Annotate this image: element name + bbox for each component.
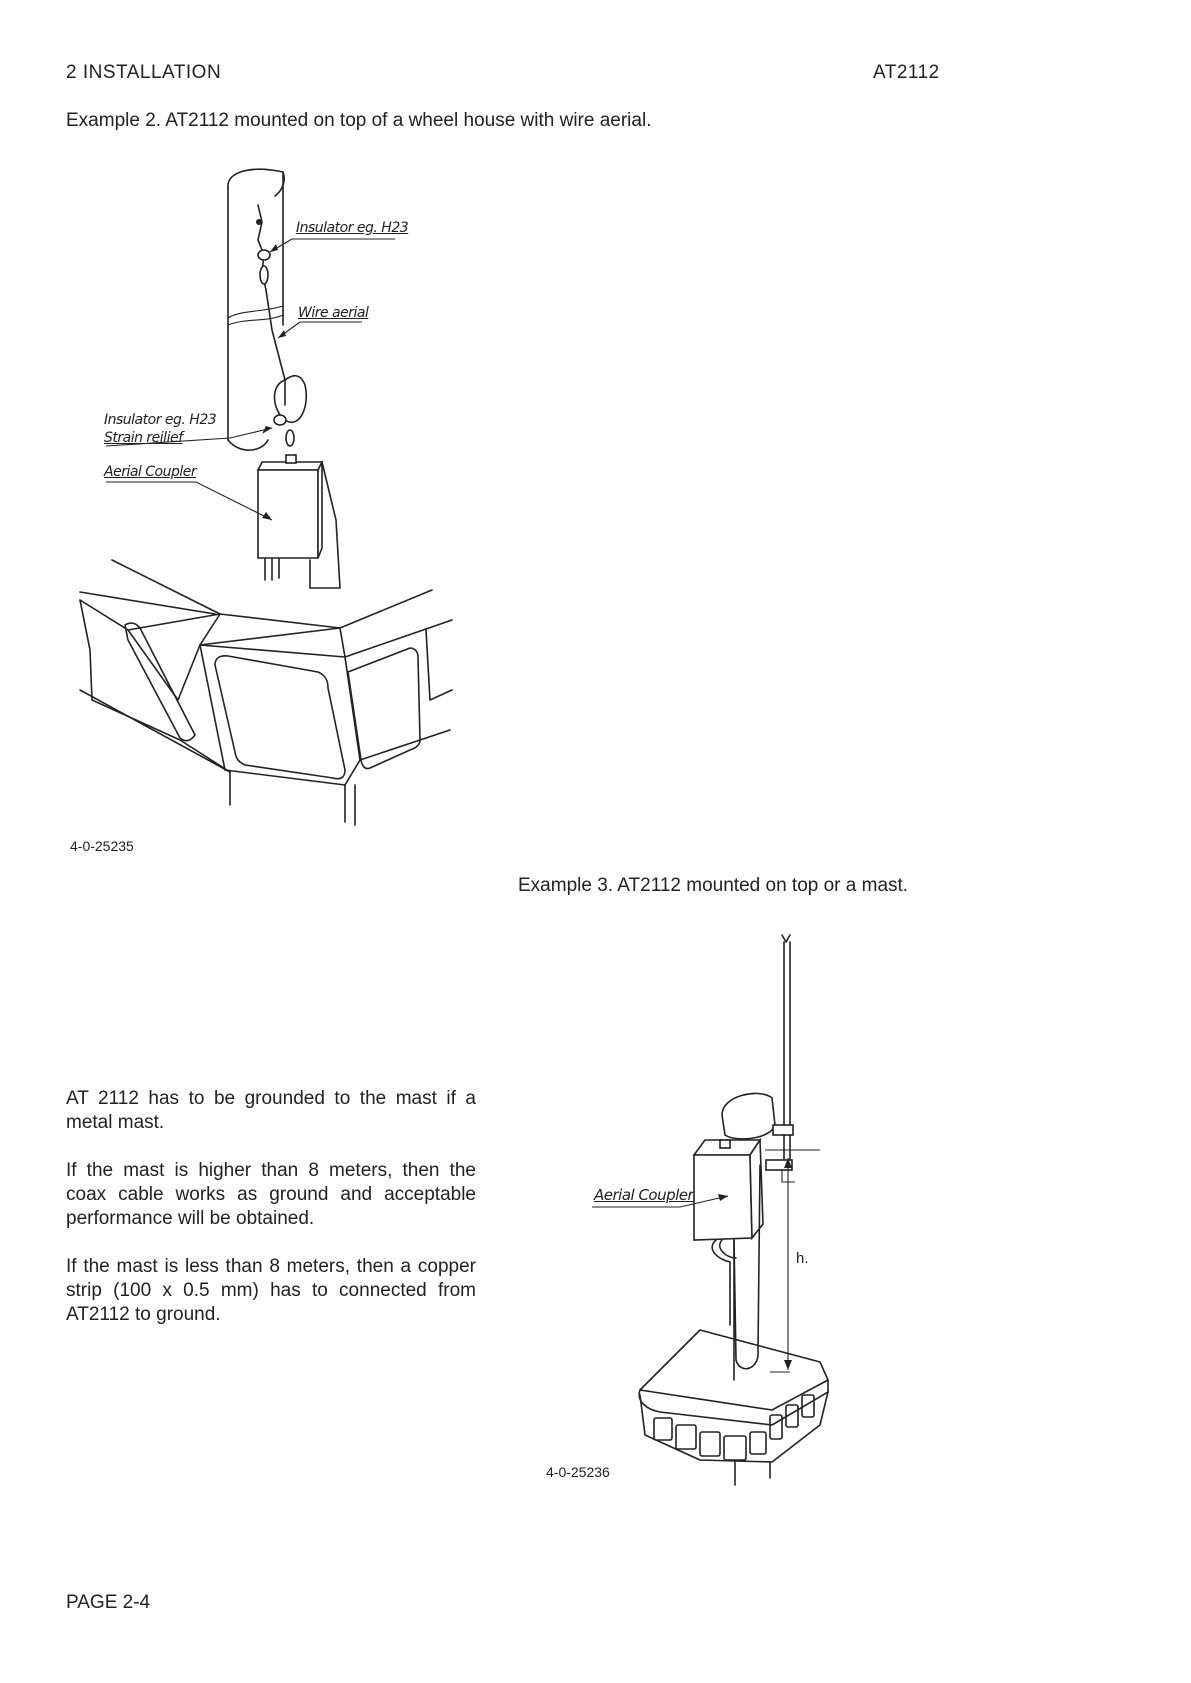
note-mast-lower: If the mast is less than 8 meters, then a copper strip (100 x 0.5 mm) has to connected from AT2112 to ground.	[66, 1256, 476, 1325]
page-number: PAGE 2-4	[66, 1592, 151, 1613]
note-mast-higher: If the mast is higher than 8 meters, then the coax cable works as ground and acceptable performance will be obtained.	[66, 1160, 476, 1229]
figure-id-1: 4-0-25235	[70, 838, 134, 854]
label-aerial-coupler-mast: Aerial Coupler	[594, 1186, 694, 1204]
label-wire-aerial: Wire aerial	[298, 305, 369, 321]
label-insulator-bottom: Insulator eg. H23	[104, 412, 217, 428]
example2-caption: Example 2. AT2112 mounted on top of a wheel house with wire aerial.	[66, 110, 652, 131]
note-grounding: AT 2112 has to be grounded to the mast if a metal mast.	[66, 1088, 476, 1133]
figure-id-2: 4-0-25236	[546, 1464, 610, 1480]
label-strain-relief: Strain reilief	[104, 430, 183, 446]
label-aerial-coupler: Aerial Coupler	[104, 464, 197, 480]
example3-caption: Example 3. AT2112 mounted on top or a mast.	[518, 875, 909, 896]
label-height: h.	[796, 1250, 809, 1267]
model-name: AT2112	[873, 62, 940, 83]
section-title: 2 INSTALLATION	[66, 62, 222, 83]
label-insulator-top: Insulator eg. H23	[296, 220, 409, 236]
